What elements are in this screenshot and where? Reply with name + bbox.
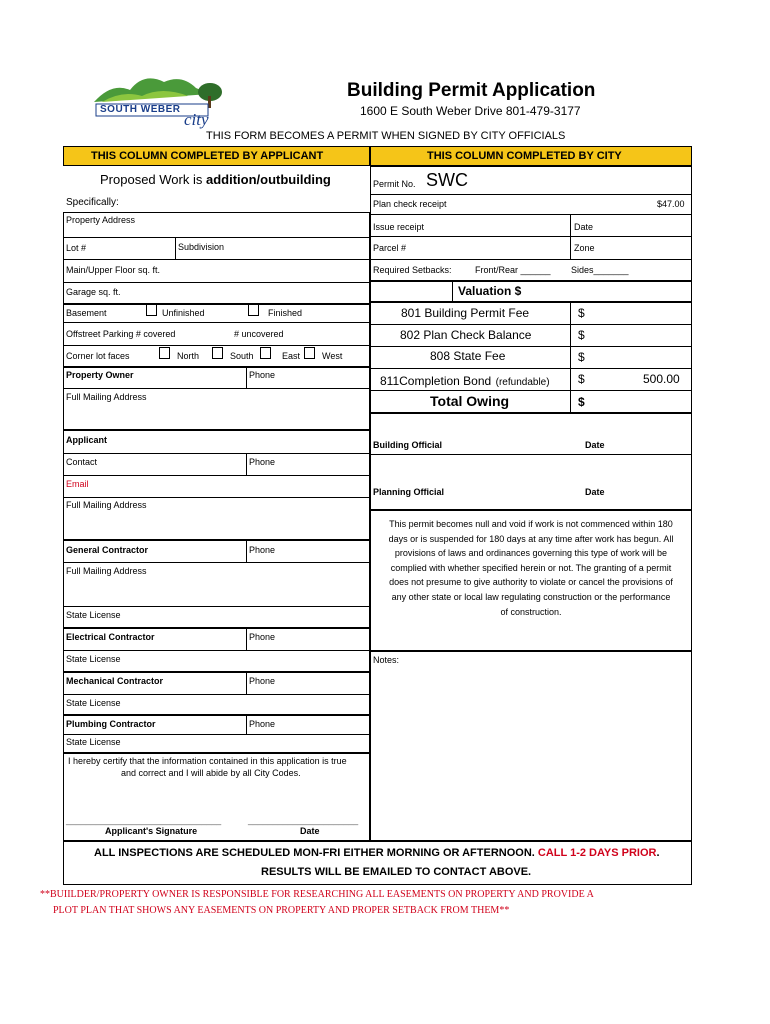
fee-label-plan-check: 802 Plan Check Balance	[400, 328, 532, 342]
plumbing-phone-label: Phone	[249, 719, 276, 729]
parcel-label: Parcel #	[373, 243, 407, 253]
void-line: does not presume to give authority to violate or cancel the provisions of	[389, 577, 673, 588]
void-line: any other state or local law regulating construction or the performance	[391, 591, 671, 602]
city-column-heading: THIS COLUMN COMPLETED BY CITY	[370, 146, 692, 166]
certify-line-1: I hereby certify that the information contained in this application is true	[68, 756, 347, 766]
plan-check-receipt-label: Plan check receipt	[373, 199, 447, 209]
completion-bond-label: 811Completion Bond (refundable)	[380, 374, 550, 388]
offstreet-parking-label: Offstreet Parking # covered	[66, 329, 176, 339]
signature-date-label: Date	[300, 826, 320, 836]
mountain-logo-icon	[92, 68, 232, 132]
void-line: of construction.	[500, 606, 562, 617]
mechanical-license-label: State License	[66, 698, 121, 708]
uncovered-label: # uncovered	[234, 329, 284, 339]
easement-warning-1: **BUIILDER/PROPERTY OWNER IS RESPONSIBLE FOR RESEARCHING ALL EASEMENTS ON PROPERTY AND PROVIDE A	[40, 889, 594, 900]
void-statement	[371, 517, 691, 619]
owner-mailing-label: Full Mailing Address	[66, 392, 147, 402]
page-title: Building Permit Application	[347, 80, 596, 101]
city-address: 1600 E South Weber Drive 801-479-3177	[360, 104, 581, 118]
contact-phone-label: Phone	[249, 457, 276, 467]
call-prior-text: CALL 1-2 DAYS PRIOR	[537, 847, 657, 859]
zone-label: Zone	[574, 243, 595, 253]
plumbing-contractor-label: Plumbing Contractor	[66, 719, 156, 729]
corner-lot-label: Corner lot faces	[66, 351, 130, 361]
contact-label: Contact	[66, 457, 98, 467]
issue-date-label: Date	[574, 222, 594, 232]
valuation-label: Valuation $	[458, 284, 522, 298]
property-owner-label: Property Owner	[66, 370, 134, 380]
required-setbacks-label: Required Setbacks:	[373, 265, 452, 275]
fee-dollar-building-permit: $	[578, 306, 585, 320]
east-label: East	[282, 351, 301, 361]
fee-label-state: 808 State Fee	[430, 349, 506, 363]
west-checkbox[interactable]	[304, 347, 315, 359]
front-rear-field[interactable]: Front/Rear ______	[475, 265, 551, 275]
gc-phone-label: Phone	[249, 545, 276, 555]
proposed-work-value[interactable]: addition/outbuilding	[205, 172, 331, 187]
building-official-date: Date	[585, 440, 605, 450]
permit-no-value[interactable]: SWC	[426, 170, 468, 190]
garage-label: Garage sq. ft.	[66, 287, 121, 297]
city-logo	[92, 68, 232, 132]
north-label: North	[177, 351, 200, 361]
proposed-work	[100, 172, 331, 187]
issue-receipt-label: Issue receipt	[373, 222, 425, 232]
owner-phone-label: Phone	[249, 370, 276, 380]
applicant-label: Applicant	[66, 435, 108, 445]
inspections-line: ALL INSPECTIONS ARE SCHEDULED MON-FRI EITHER MORNING OR AFTERNOON. CALL 1-2 DAYS PRIOR.	[94, 847, 660, 859]
notes-label: Notes:	[373, 655, 400, 665]
bond-amount: 500.00	[643, 372, 680, 386]
east-checkbox[interactable]	[260, 347, 271, 359]
property-address-label: Property Address	[66, 215, 136, 225]
plan-check-amount: $47.00	[657, 199, 685, 209]
gc-mailing-label: Full Mailing Address	[66, 566, 147, 576]
valuation-row	[370, 281, 692, 302]
logo-script: city	[184, 110, 209, 129]
void-line: provisions of laws and ordinances governing this type of work will be	[394, 548, 668, 559]
results-line: RESULTS WILL BE EMAILED TO CONTACT ABOVE.	[261, 866, 532, 878]
void-line: days or is suspended for 180 days at any time after work has begun. All	[388, 533, 674, 544]
logo-name: SOUTH WEBER	[100, 104, 181, 115]
lot-label: Lot #	[66, 243, 87, 253]
unfinished-checkbox[interactable]	[146, 304, 157, 316]
form-notice: THIS FORM BECOMES A PERMIT WHEN SIGNED BY CITY OFFICIALS	[206, 130, 566, 142]
south-label: South	[230, 351, 254, 361]
email-label: Email	[66, 479, 89, 489]
easement-warning-2: PLOT PLAN THAT SHOWS ANY EASEMENTS ON PROPERTY AND PROPER SETBACK FROM THEM**	[53, 905, 510, 916]
mechanical-phone-label: Phone	[249, 676, 276, 686]
signature-line[interactable]: _______________________________	[66, 815, 222, 825]
applicant-column-heading: THIS COLUMN COMPLETED BY APPLICANT	[63, 146, 370, 166]
specifically-label: Specifically:	[66, 197, 119, 208]
south-checkbox[interactable]	[212, 347, 223, 359]
west-label: West	[322, 351, 343, 361]
planning-official-date: Date	[585, 487, 605, 497]
total-owing-label: Total Owing	[430, 393, 510, 409]
gc-state-license-label: State License	[66, 610, 121, 620]
unfinished-label: Unfinished	[162, 308, 205, 318]
applicant-block	[63, 430, 370, 540]
north-checkbox[interactable]	[159, 347, 170, 359]
subdivision-label: Subdivision	[178, 242, 225, 252]
proposed-work-label: Proposed Work is	[100, 172, 206, 187]
total-owing-dollar: $	[578, 395, 585, 409]
electrical-license-label: State License	[66, 654, 121, 664]
fee-dollar-plan-check: $	[578, 328, 585, 342]
finished-checkbox[interactable]	[248, 304, 259, 316]
void-line: This permit becomes null and void if work is not commenced within 180	[389, 519, 673, 529]
mechanical-contractor-label: Mechanical Contractor	[66, 676, 164, 686]
certify-line-2: and correct and I will abide by all City Codes.	[121, 768, 301, 778]
permit-no-label: Permit No.	[373, 179, 416, 189]
notes-block[interactable]	[370, 651, 692, 841]
applicant-signature-label: Applicant's Signature	[105, 826, 198, 836]
fee-dollar-state: $	[578, 350, 585, 364]
void-line: complied with whether specified herein or not. The granting of a permit	[390, 562, 672, 573]
general-contractor-label: General Contractor	[66, 545, 149, 555]
fee-label-building-permit: 801 Building Permit Fee	[401, 306, 530, 320]
plumbing-license-label: State License	[66, 737, 121, 747]
basement-label: Basement	[66, 308, 107, 318]
finished-label: Finished	[268, 308, 303, 318]
planning-official-label: Planning Official	[373, 487, 445, 497]
sides-field[interactable]: Sides_______	[571, 265, 629, 275]
electrical-contractor-label: Electrical Contractor	[66, 632, 155, 642]
main-floor-label: Main/Upper Floor sq. ft.	[66, 265, 161, 275]
electrical-phone-label: Phone	[249, 632, 276, 642]
applicant-mailing-label: Full Mailing Address	[66, 500, 147, 510]
bond-dollar: $	[578, 372, 585, 386]
building-official-label: Building Official	[373, 440, 442, 450]
date-line[interactable]: ______________________	[248, 815, 359, 825]
